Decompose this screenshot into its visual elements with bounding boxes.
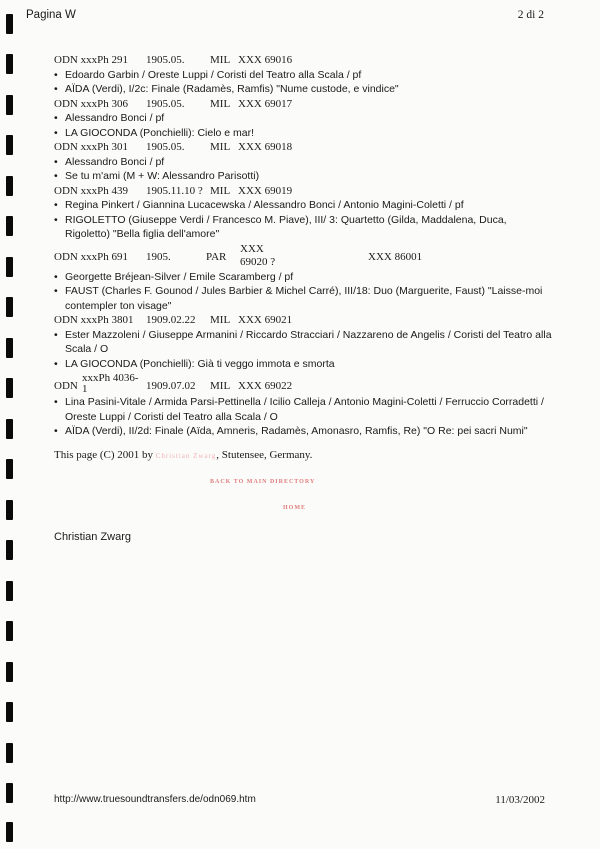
catalog-number: ODN xxxPh 691 bbox=[54, 250, 128, 263]
work-item: • FAUST (Charles F. Gounod / Jules Barbier & Michel Carré), III/18: Duo (Marguerite, Faust) "Laisse-moi contempler ton visage" bbox=[54, 284, 554, 313]
binding-hole bbox=[6, 419, 13, 439]
work-item: • LA GIOCONDA (Ponchielli): Già ti veggo immota e smorta bbox=[54, 357, 554, 372]
page-title: Pagina W bbox=[26, 9, 76, 21]
matrix-number: XXX 69022 bbox=[238, 380, 293, 392]
binding-hole bbox=[6, 54, 13, 74]
binding-hole bbox=[6, 540, 13, 560]
binding-hole bbox=[6, 743, 13, 763]
recording-date: 1909.07.02 bbox=[146, 380, 196, 392]
binding-hole bbox=[6, 621, 13, 641]
catalog-number: ODN xxxPh 3801 bbox=[54, 314, 134, 326]
matrix-number: XXX 69019 bbox=[238, 184, 293, 197]
performers-item: • Edoardo Garbin / Oreste Luppi / Coristi del Teatro alla Scala / pf bbox=[54, 68, 554, 83]
recording-place: MIL bbox=[210, 141, 231, 153]
recording-date: 1905.11.10 ? bbox=[146, 184, 203, 197]
binding-hole bbox=[6, 378, 13, 398]
performers-item: • Georgette Bréjean-Silver / Emile Scaramberg / pf bbox=[54, 270, 554, 285]
catalog-number: ODN xxxPh 306 bbox=[54, 97, 128, 110]
record-header bbox=[54, 313, 554, 328]
author-link[interactable]: Christian Zwarg bbox=[155, 452, 217, 460]
work-item: • AÏDA (Verdi), I/2c: Finale (Radamès, Ramfis) "Nume custode, e vindice" bbox=[54, 82, 554, 97]
recording-place: PAR bbox=[206, 250, 227, 263]
matrix-number: XXX 69017 bbox=[238, 97, 293, 110]
recording-place: MIL bbox=[210, 54, 231, 66]
binding-hole bbox=[6, 297, 13, 317]
matrix-number: XXX 69016 bbox=[238, 54, 293, 66]
copyright-suffix: , Stutensee, Germany. bbox=[216, 449, 313, 461]
binding-hole bbox=[6, 500, 13, 520]
home-link[interactable]: HOME bbox=[283, 505, 306, 511]
work-item: • AÏDA (Verdi), II/2d: Finale (Aïda, Amneris, Radamès, Amonasro, Ramfis, Re) "O Re: pei sacri Numi" bbox=[54, 424, 554, 439]
binding-hole bbox=[6, 581, 13, 601]
binding-hole bbox=[6, 135, 13, 155]
binding-hole bbox=[6, 216, 13, 236]
print-footer-date: 11/03/2002 bbox=[495, 794, 545, 806]
recording-date: 1905.05. bbox=[146, 54, 185, 66]
matrix-number: XXX 69018 bbox=[238, 141, 293, 153]
work-item: • Se tu m'ami (M + W: Alessandro Parisotti) bbox=[54, 169, 554, 184]
recording-date: 1909.02.22 bbox=[146, 314, 196, 326]
performers-item: • Alessandro Bonci / pf bbox=[54, 155, 554, 170]
record-header bbox=[54, 53, 554, 68]
recording-place: MIL bbox=[210, 314, 231, 326]
binding-hole bbox=[6, 257, 13, 277]
catalog-prefix: ODN bbox=[54, 380, 78, 392]
binding-hole bbox=[6, 14, 13, 34]
work-item: • LA GIOCONDA (Ponchielli): Cielo e mar! bbox=[54, 126, 554, 141]
recording-date: 1905.05. bbox=[146, 141, 185, 153]
binding-hole bbox=[6, 95, 13, 115]
binding-hole bbox=[6, 783, 13, 803]
binding-hole bbox=[6, 176, 13, 196]
print-header bbox=[26, 9, 544, 25]
binding-hole bbox=[6, 338, 13, 358]
performers-item: • Lina Pasini-Vitale / Armida Parsi-Pettinella / Icilio Calleja / Antonio Magini-Coletti / Ferruccio Corradetti / Oreste Luppi / Coristi del Teatro alla Scala / O bbox=[54, 395, 554, 424]
recording-place: MIL bbox=[210, 184, 231, 197]
catalog-number: ODN xxxPh 439 bbox=[54, 184, 128, 197]
record-header bbox=[54, 184, 554, 199]
work-item: • RIGOLETTO (Giuseppe Verdi / Francesco M. Piave), III/ 3: Quartetto (Gilda, Maddalena, Duca, Rigoletto) "Bella figlia dell'amore" bbox=[54, 213, 554, 242]
recording-date: 1905. bbox=[146, 250, 171, 263]
binding-hole bbox=[6, 459, 13, 479]
record-header bbox=[54, 140, 554, 155]
print-footer-url: http://www.truesoundtransfers.de/odn069.htm bbox=[54, 794, 256, 805]
catalog-number: ODN xxxPh 291 bbox=[54, 54, 128, 66]
recording-place: MIL bbox=[210, 97, 231, 110]
recording-date: 1905.05. bbox=[146, 97, 185, 110]
matrix-number: XXX bbox=[240, 242, 264, 255]
record-header bbox=[54, 242, 554, 270]
copyright-prefix: This page (C) 2001 by bbox=[54, 449, 153, 461]
record-header bbox=[54, 371, 554, 395]
binding-holes bbox=[0, 0, 20, 849]
binding-hole bbox=[6, 702, 13, 722]
signature: Christian Zwarg bbox=[54, 531, 132, 543]
back-to-main-directory-link[interactable]: BACK TO MAIN DIRECTORY bbox=[210, 479, 316, 485]
page-number: 2 di 2 bbox=[517, 9, 544, 21]
performers-item: • Ester Mazzoleni / Giuseppe Armanini / Riccardo Stracciari / Nazzareno de Angelis / Coristi del Teatro alla Scala / O bbox=[54, 328, 554, 357]
discography-list bbox=[54, 53, 554, 439]
catalog-number: ODN xxxPh 301 bbox=[54, 141, 128, 153]
record-header bbox=[54, 97, 554, 112]
recording-place: MIL bbox=[210, 380, 231, 392]
catalog-number: xxxPh 4036- bbox=[82, 372, 139, 384]
matrix-number: XXX 69021 bbox=[238, 314, 293, 326]
binding-hole bbox=[6, 662, 13, 682]
alt-matrix-number: XXX 86001 bbox=[368, 250, 423, 263]
catalog-number-suffix: 1 bbox=[82, 383, 88, 395]
matrix-number-suffix: 69020 ? bbox=[240, 255, 276, 268]
performers-item: • Alessandro Bonci / pf bbox=[54, 111, 554, 126]
binding-hole bbox=[6, 822, 13, 842]
performers-item: • Regina Pinkert / Giannina Lucacewska / Alessandro Bonci / Antonio Magini-Coletti / pf bbox=[54, 198, 554, 213]
copyright-line bbox=[54, 449, 312, 461]
